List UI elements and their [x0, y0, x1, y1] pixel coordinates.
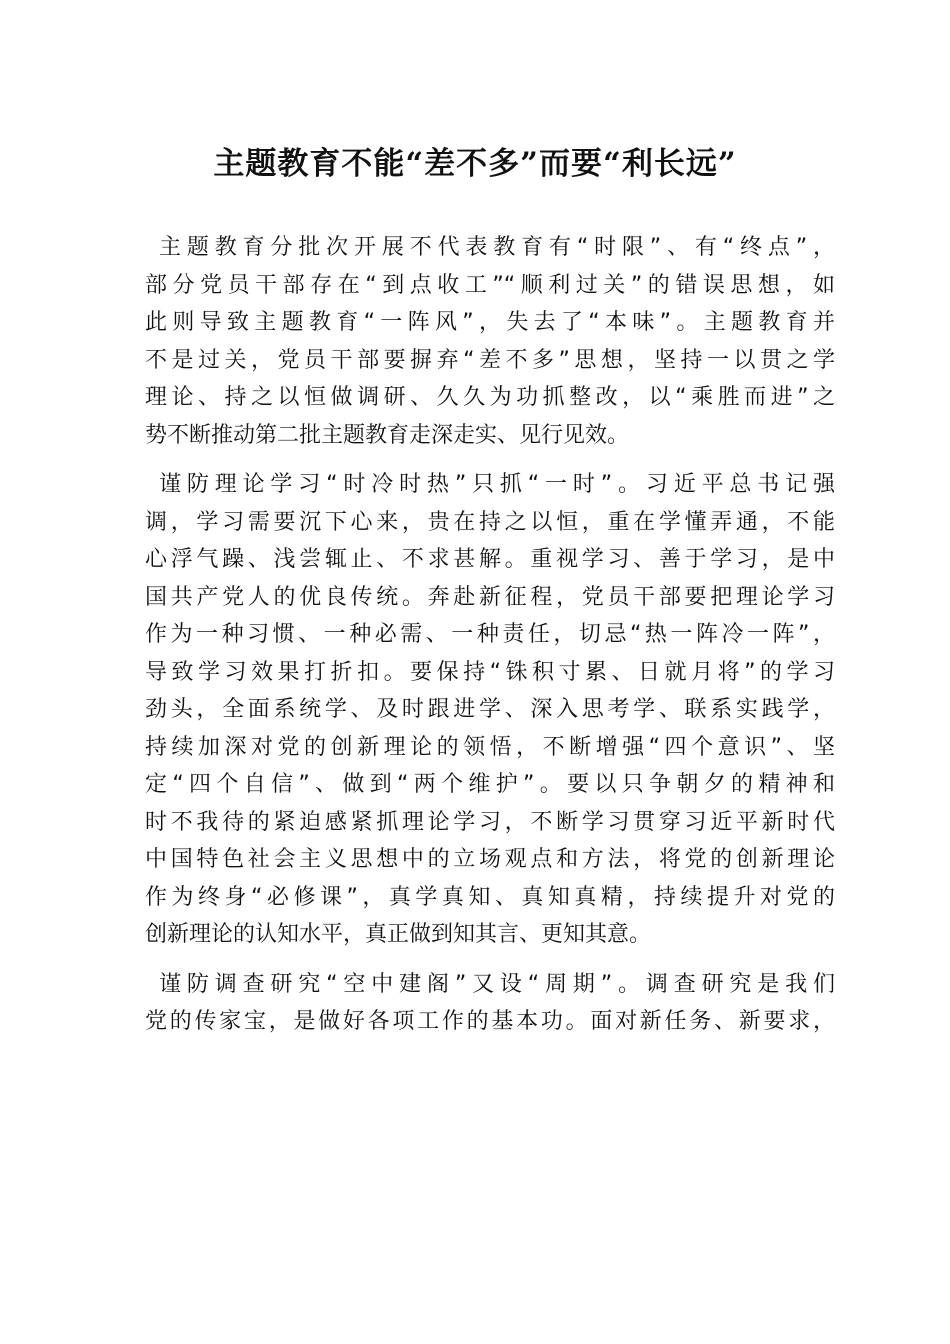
text-line: 主题教育分批次开展不代表教育有“时限”、有“终点”，	[159, 235, 835, 260]
text-line: 此则导致主题教育“一阵风”，失去了“本味”。主题教育并	[145, 310, 835, 335]
text-line: 劲头，全面系统学、及时跟进学、深入思考学、联系实践学，	[145, 697, 835, 722]
text-line: 调，学习需要沉下心来，贵在持之以恒，重在学懂弄通，不能	[145, 509, 835, 535]
paragraph	[145, 466, 835, 954]
text-line: 持续加深对党的创新理论的领悟，不断增强“四个意识”、坚	[145, 734, 835, 760]
document-body	[145, 229, 835, 1053]
text-line: 作为一种习惯、一种必需、一种责任，切忌“热一阵冷一阵”，	[145, 622, 835, 647]
document-title: 主题教育不能“差不多”而要“利长远”	[213, 146, 737, 182]
text-line: 创新理论的认知水平，真正做到知其言、更知其意。	[145, 922, 652, 947]
text-line: 不是过关，党员干部要摒弃“差不多”思想，坚持一以贯之学	[145, 347, 835, 373]
text-line: 导致学习效果打折扣。要保持“铢积寸累、日就月将”的学习	[145, 659, 835, 685]
text-line: 国共产党人的优良传统。奔赴新征程，党员干部要把理论学习	[145, 584, 835, 610]
paragraph	[145, 966, 835, 1041]
text-line: 谨防理论学习“时冷时热”只抓“一时”。习近平总书记强	[159, 472, 835, 497]
text-line: 谨防调查研究“空中建阁”又设“周期”。调查研究是我们	[159, 971, 835, 997]
text-line: 作为终身“必修课”，真学真知、真知真精，持续提升对党的	[145, 884, 835, 910]
text-line: 理论、持之以恒做调研、久久为功抓整改，以“乘胜而进”之	[145, 385, 835, 410]
text-line: 中国特色社会主义思想中的立场观点和方法，将党的创新理论	[145, 847, 835, 872]
text-line: 部分党员干部存在“到点收工”“顺利过关”的错误思想，如	[145, 272, 835, 298]
paragraph	[145, 229, 835, 454]
text-line: 时不我待的紧迫感紧抓理论学习，不断学习贯穿习近平新时代	[145, 809, 835, 835]
text-line: 势不断推动第二批主题教育走深走实、见行见效。	[145, 422, 630, 448]
text-line: 党的传家宝，是做好各项工作的基本功。面对新任务、新要求，	[145, 1009, 835, 1034]
text-line: 心浮气躁、浅尝辄止、不求甚解。重视学习、善于学习，是中	[145, 547, 835, 572]
text-line: 定“四个自信”、做到“两个维护”。要以只争朝夕的精神和	[145, 772, 835, 797]
